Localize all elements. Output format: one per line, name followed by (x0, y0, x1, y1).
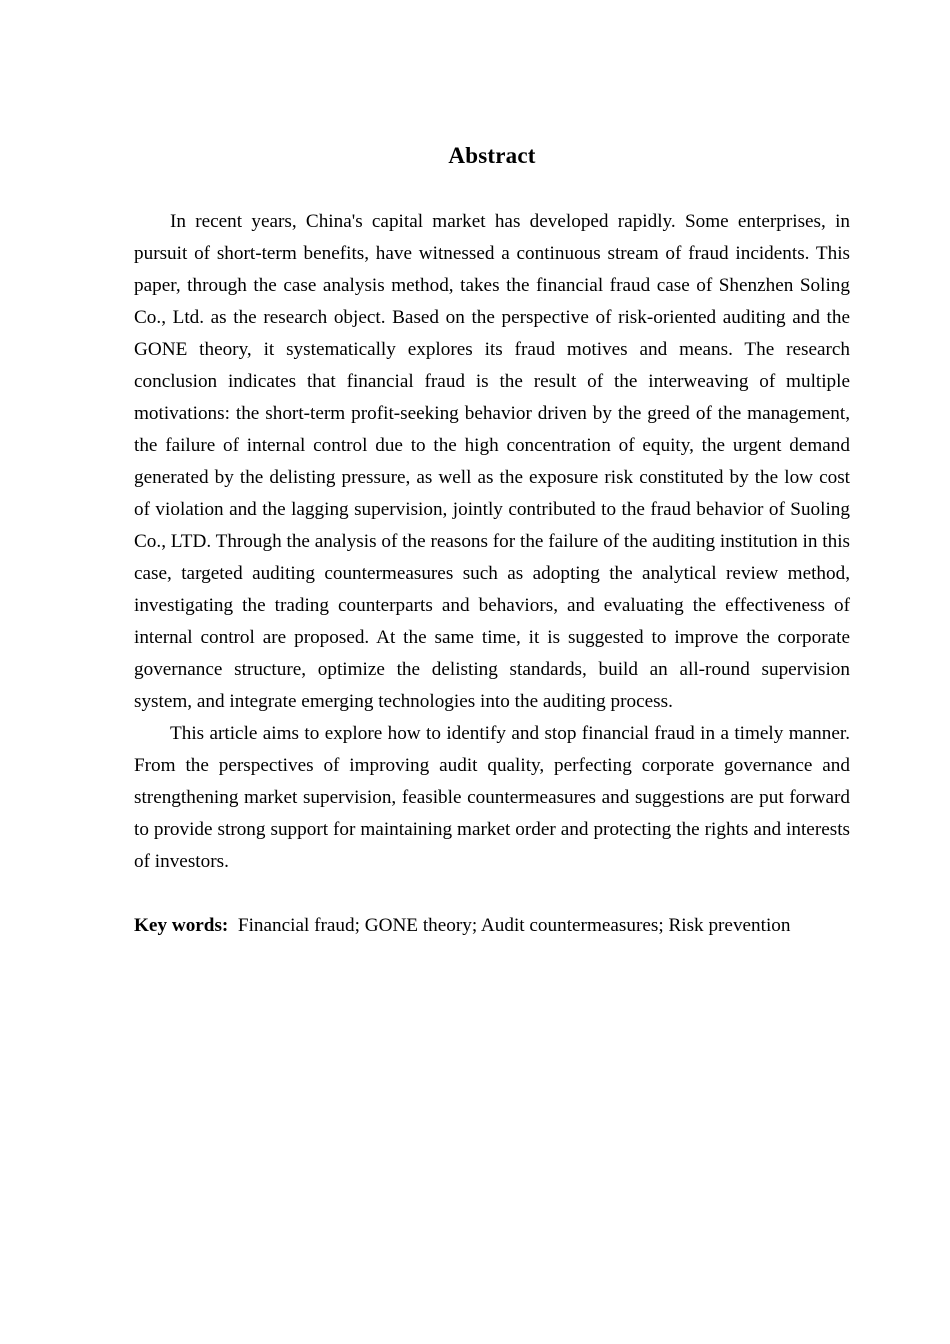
paragraph-2: This article aims to explore how to identify and stop financial fraud in a timely manner. From the perspectives of improving audit quality, perfecting corporate governance and strengthening market supervision, feasible countermeasures and suggestions are put forward to provide strong support for maintaining market order and protecting the rights and interests of investors. (134, 723, 850, 872)
keywords-values: Financial fraud; GONE theory; Audit countermeasures; Risk prevention (237, 915, 791, 936)
page-title: Abstract (448, 143, 536, 168)
paragraph-1: In recent years, China's capital market has developed rapidly. Some enterprises, in pursuit of short-term benefits, have witnessed a continuous stream of fraud incidents. This paper, through the case analysis method, takes the financial fraud case of Shenzhen Soling Co., Ltd. as the research object. Based on the perspective of risk-oriented auditing and the GONE theory, it systematically explores its fraud motives and means. The research conclusion indicates that financial fraud is the result of the interweaving of multiple motivations: the short-term profit-seeking behavior driven by the greed of the management, the failure of internal control due to the high concentration of equity, the urgent demand generated by the delisting pressure, as well as the exposure risk constituted by the low cost of violation and the lagging supervision, jointly contributed to the fraud behavior of Suoling Co., LTD. Through the analysis of the reasons for the failure of the auditing institution in this case, targeted auditing countermeasures such as adopting the analytical review method, investigating the trading counterparts and behaviors, and evaluating the effectiveness of internal control are proposed. At the same time, it is suggested to improve the corporate governance structure, optimize the delisting standards, build an all-round supervision system, and integrate emerging technologies into the auditing process. (134, 211, 850, 712)
abstract-body (134, 206, 850, 878)
keywords-separator (228, 915, 238, 936)
keywords-label: Key words: (134, 915, 229, 936)
keywords-line (134, 910, 850, 942)
abstract-section (134, 140, 850, 942)
